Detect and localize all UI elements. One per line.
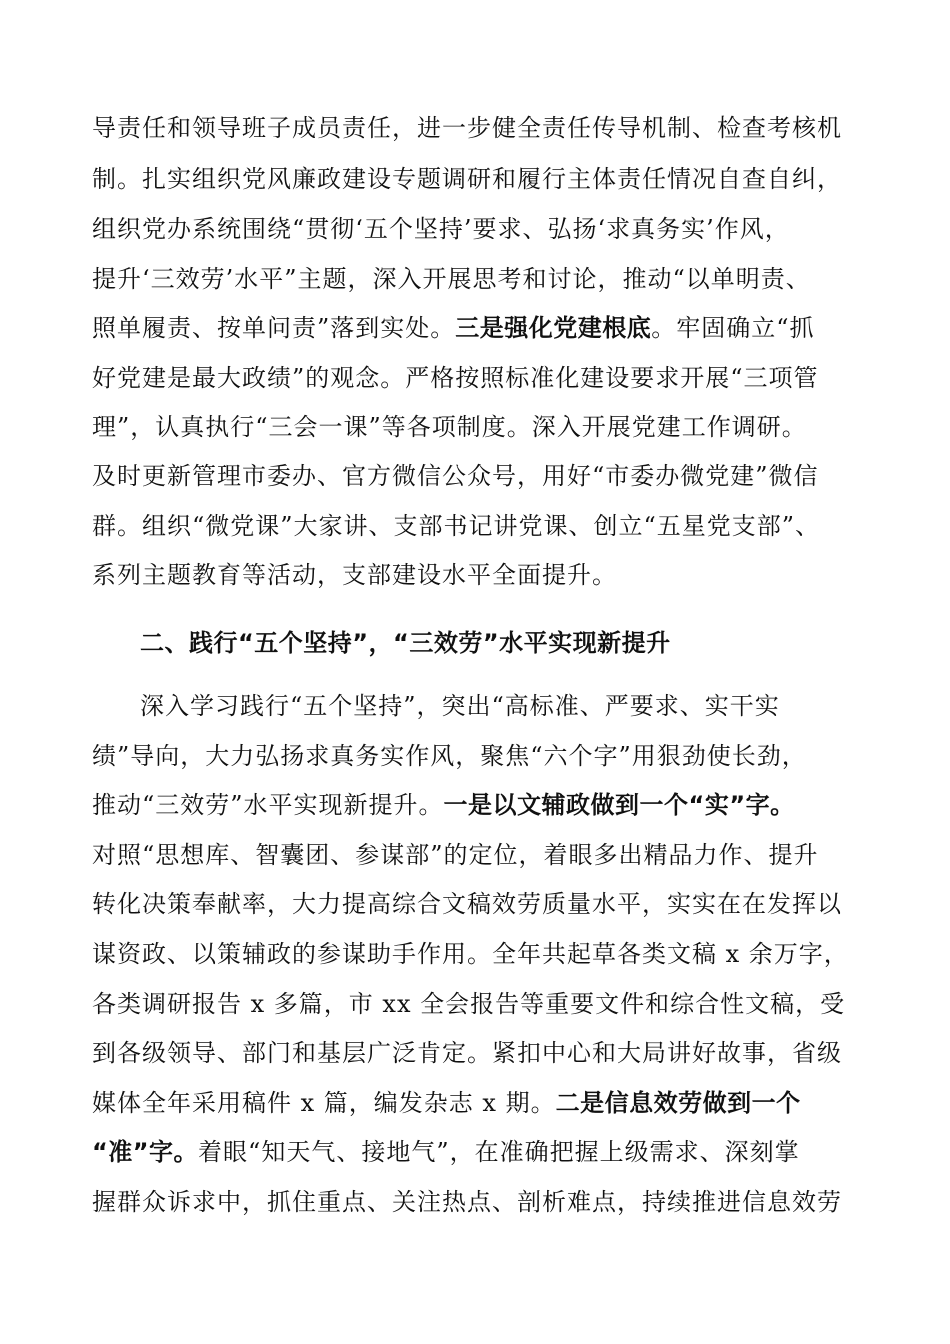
- text-line: 系列主题教育等活动，支部建设水平全面提升。: [92, 561, 617, 589]
- bold-phrase: 三是强化党建根底: [455, 314, 652, 342]
- text-span: 。牢固确立“抓: [651, 314, 815, 342]
- bold-phrase: 一是以文辅政做到一个“实”字。: [443, 791, 795, 819]
- text-line: 导责任和领导班子成员责任，进一步健全责任传导机制、检查考核机: [92, 114, 842, 142]
- text-span: 推动“三效劳”水平实现新提升。: [92, 791, 444, 819]
- text-line: 群。组织“微党课”大家讲、支部书记讲党课、创立“五星党支部”、: [92, 512, 821, 540]
- text-line: 谋资政、以策辅政的参谋助手作用。全年共起草各类文稿 x 余万字，: [92, 940, 849, 968]
- text-line: 理”，认真执行“三会一课”等各项制度。深入开展党建工作调研。: [92, 413, 807, 441]
- text-line: [92, 789, 882, 821]
- bold-phrase: “准”字。: [92, 1138, 199, 1166]
- text-span: 照单履责、按单问责”落到实处。: [92, 314, 456, 342]
- text-line: 握群众诉求中，抓住重点、关注热点、剖析难点，持续推进信息效劳: [92, 1188, 842, 1216]
- text-span: 媒体全年采用稿件 x 篇，编发杂志 x 期。: [92, 1089, 556, 1117]
- text-line: 到各级领导、部门和基层广泛肯定。紧扣中心和大局讲好故事，省级: [92, 1039, 842, 1067]
- text-line: 各类调研报告 x 多篇，市 xx 全会报告等重要文件和综合性文稿，受: [92, 990, 846, 1018]
- text-line: 组织党办系统围绕“贯彻‘五个坚持’要求、弘扬‘求真务实’作风，: [92, 215, 790, 243]
- text-line: 深入学习践行“五个坚持”，突出“高标准、严要求、实干实: [140, 692, 780, 720]
- text-line: 提升‘三效劳’水平”主题，深入开展思考和讨论，推动“以单明责、: [92, 265, 811, 293]
- text-line: 制。扎实组织党风廉政建设专题调研和履行主体责任情况自查自纠，: [92, 165, 842, 193]
- text-line: [92, 312, 882, 344]
- text-line: [92, 1136, 882, 1168]
- section-heading: 二、践行“五个坚持”，“三效劳”水平实现新提升: [140, 629, 671, 657]
- text-line: 及时更新管理市委办、官方微信公众号，用好“市委办微党建”微信: [92, 462, 819, 490]
- text-span: 着眼“知天气、接地气”，在准确把握上级需求、深刻掌: [198, 1138, 800, 1166]
- text-line: 转化决策奉献率，大力提高综合文稿效劳质量水平，实实在在发挥以: [92, 890, 842, 918]
- text-line: 对照“思想库、智囊团、参谋部”的定位，着眼多出精品力作、提升: [92, 841, 819, 869]
- text-line: [92, 1087, 882, 1119]
- text-line: 绩”导向，大力弘扬求真务实作风，聚焦“六个字”用狠劲使长劲，: [92, 742, 807, 770]
- bold-phrase: 二是信息效劳做到一个: [555, 1089, 801, 1117]
- text-line: 好党建是最大政绩”的观念。严格按照标准化建设要求开展“三项管: [92, 364, 819, 392]
